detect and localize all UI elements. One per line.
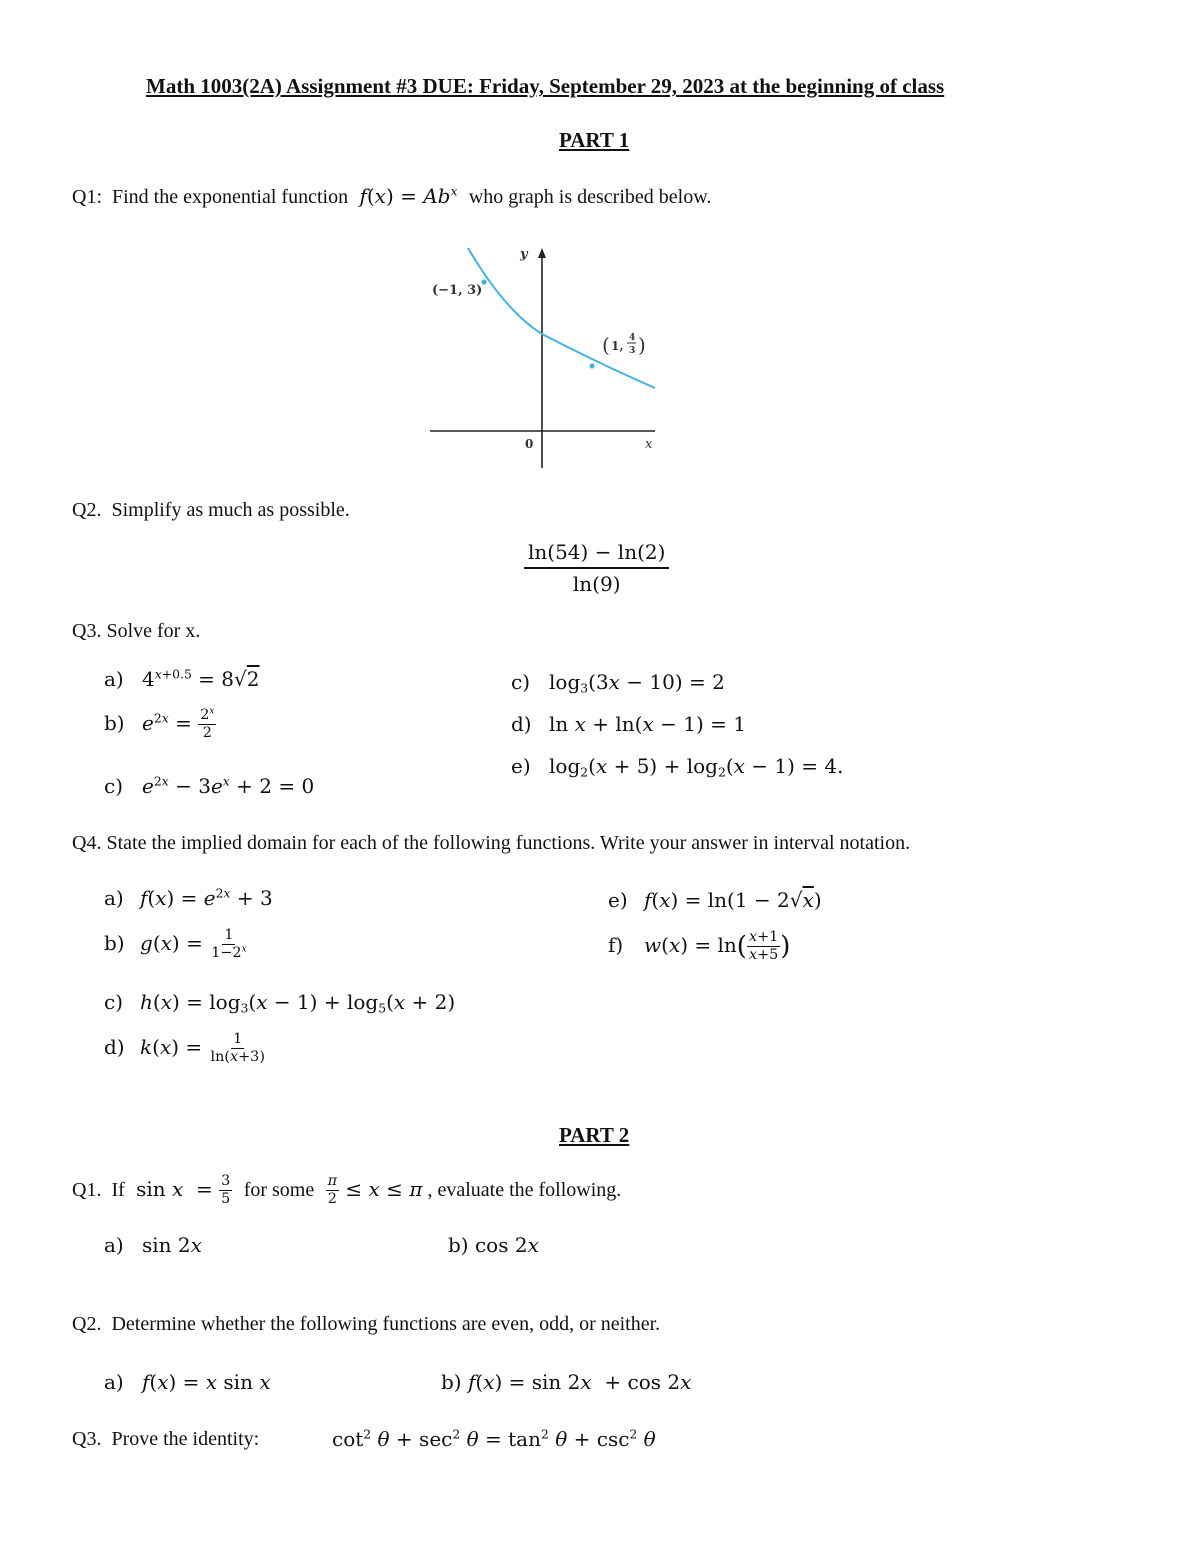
- p2q1-a: a) sin 2x: [104, 1233, 202, 1257]
- q2-expression: [524, 540, 669, 596]
- q4-f: f) w(x) = ln( $\frac{x+1}{x+5}$ ): [608, 929, 791, 964]
- p2q1-b-label: b): [448, 1233, 469, 1257]
- point-right-paren-open: (: [602, 333, 610, 357]
- q4-c: c) $h(x) = \log_3(x - 1) + \log_5(x + 2)$: [104, 990, 456, 1016]
- q2-text: Simplify as much as possible.: [111, 499, 350, 521]
- q3-b-label: b): [104, 711, 125, 736]
- q3-e: e) $\log_2(x + 5) + \log_2(x - 1) = 4$.: [511, 754, 844, 780]
- q3-c1: c) $e^{2x} - 3e^x + 2 = 0$: [104, 773, 315, 798]
- y-axis-label: y: [520, 247, 528, 262]
- q4-text: State the implied domain for each of the following functions. Write your answer in interval notation.: [106, 832, 911, 854]
- p2q1-if: If: [111, 1179, 125, 1202]
- point-right: [589, 363, 594, 368]
- q4-f-label: f): [608, 933, 624, 958]
- p2q3-label: Q3.: [72, 1428, 102, 1450]
- p2q2-b: b) f(x) = sin 2x + cos 2x: [441, 1370, 692, 1394]
- q3-a-label: a): [104, 667, 124, 691]
- q1-text: Find the exponential function: [112, 186, 349, 208]
- part1-q3: [72, 620, 200, 643]
- part2-heading: PART 2: [559, 1123, 630, 1147]
- exponential-graph: [420, 236, 670, 476]
- q3-d-label: d): [511, 712, 532, 736]
- page-title: Math 1003(2A) Assignment #3 DUE: Friday, September 29, 2023 at the beginning of class: [146, 74, 945, 98]
- q3-text: Solve for x.: [106, 620, 201, 642]
- q3-c1-label: c): [104, 774, 124, 798]
- q4-b: b) g(x) = $\frac{1}{1-2^x}$: [104, 927, 247, 962]
- part2-q1: Q1. If sin x = $\frac{3}{5}$ for some $\frac{\pi}{2}$ ≤ x ≤ π , evaluate the following.: [72, 1173, 622, 1208]
- p2q2-a-label: a): [104, 1370, 124, 1394]
- part1-heading: PART 1: [559, 128, 630, 152]
- q4-e-label: e): [608, 888, 628, 912]
- q2-label: Q2.: [72, 499, 102, 521]
- q3-c2-label: c): [511, 670, 531, 694]
- q3-b: b) $e^{2x}$ = $\frac{2^x}{2}$: [104, 706, 215, 742]
- x-axis-label: x: [645, 437, 653, 452]
- q3-a: a) $4^{x+0.5} = 8√2$: [104, 666, 260, 691]
- p2q1-label: Q1.: [72, 1179, 102, 1202]
- part2-q3: [72, 1428, 259, 1451]
- q4-a-label: a): [104, 886, 124, 910]
- q3-d: d) ln x + ln(x − 1) = 1: [511, 712, 746, 736]
- q4-d: d) k(x) = $\frac{1}{\ln(x+3)}$: [104, 1031, 265, 1066]
- q4-b-label: b): [104, 931, 125, 956]
- q1-label: Q1:: [72, 186, 102, 208]
- p2q2-b-label: b): [441, 1370, 462, 1394]
- point-right-frac-den: 3: [629, 346, 636, 356]
- q3-e-label: e): [511, 754, 531, 778]
- q4-c-label: c): [104, 990, 124, 1014]
- p2q1-eval: , evaluate the following.: [427, 1179, 622, 1202]
- part1-q1: [72, 184, 711, 209]
- q4-label: Q4.: [72, 832, 102, 854]
- q3-label: Q3.: [72, 620, 102, 642]
- q2-denominator: ln(9): [572, 572, 621, 596]
- q4-d-label: d): [104, 1035, 125, 1060]
- part1-q4: [72, 832, 910, 855]
- q4-e: e) f(x) = ln(1 − 2√x): [608, 888, 822, 912]
- point-right-paren-close: ): [638, 333, 646, 357]
- part2-q2: [72, 1313, 660, 1336]
- part1-q2: [72, 499, 350, 522]
- point-left-label: (−1, 3): [432, 283, 483, 298]
- p2q1-forsome: for some: [243, 1179, 315, 1202]
- p2q2-text: Determine whether the following functions are even, odd, or neither.: [111, 1313, 661, 1335]
- curve-line: [468, 248, 655, 388]
- q1-text-after: who graph is described below.: [468, 186, 712, 208]
- p2q3-text: Prove the identity:: [111, 1428, 260, 1450]
- p2q1-b: b) cos 2x: [448, 1233, 539, 1257]
- p2q2-a: a) f(x) = x sin x: [104, 1370, 271, 1394]
- y-axis-arrow: [538, 248, 546, 258]
- q2-numerator: ln(54) − ln(2): [524, 540, 669, 569]
- p2q2-label: Q2.: [72, 1313, 102, 1335]
- point-right-frac-num: 4: [629, 333, 636, 343]
- q3-c2: c) $\log_3(3x - 10) = 2$: [511, 670, 725, 696]
- p2q1-a-label: a): [104, 1233, 124, 1257]
- point-right-label-prefix: 1,: [611, 339, 624, 353]
- origin-label: 0: [525, 437, 534, 451]
- p2q3-identity: $\cot^2 \theta + \sec^2 \theta = \tan^2 \theta + \csc^2 \theta$: [332, 1426, 656, 1451]
- q1-formula: $f(x) = Ab^x$: [359, 183, 458, 208]
- q4-a: a) $f(x) = e^{2x} + 3$: [104, 885, 273, 910]
